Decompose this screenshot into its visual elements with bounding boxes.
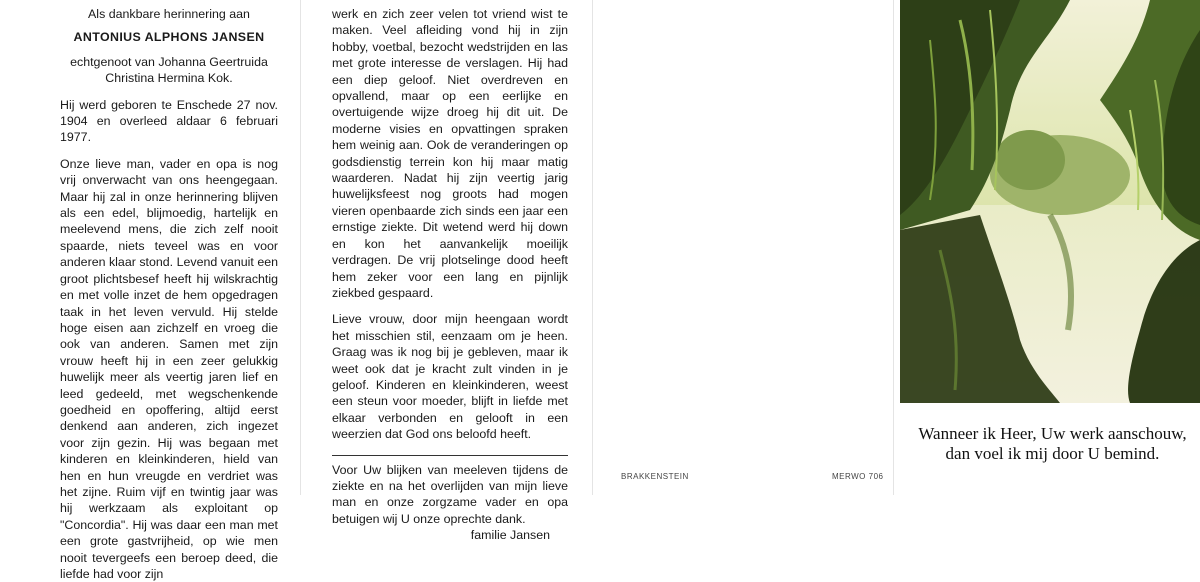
memorial-paragraph: Onze lieve man, vader en opa is nog vrij onverwacht van ons heengegaan. Maar hij zal in onze herinnering blijven als een edel, blijmoedig, hartelijk en meelevend mens, die zich zelf nooit spaarde, niets teveel was en voor anderen klaar stond. Levend vanuit een groot plichtsbesef heeft hij wilskrachtig en met volle inzet de hem opgedragen taak in het leven vervuld. Hij stelde hoge eisen aan zichzelf en vroeg die ook van anderen. Samen met zijn vrouw heeft hij in een zeer gelukkig huwelijk meer als veertig jaren lief en leed gedeeld, met wegschenkende goedheid en opoffering, altijd eerst denkend aan anderen, zich ingezet voor zijn gezin. Hij was begaan met kinderen en kleinkinderen, hield van hen en hun vreugde en verdriet was het zijne. Ruim vijf en twintig jaar was hij werkzaam als exploitant op "Concordia". Hij was daar een man met een grote gastvrijheid, op wie men nooit tevergeefs een beroep deed, die liefde had voor zijn [60,156,278,581]
birth-death-paragraph: Hij werd geboren te Enschede 27 nov. 1904 en overleed aldaar 6 februari 1977. [60,97,278,145]
verse-line-2: dan voel ik mij door U bemind. [945,444,1160,463]
farewell-paragraph: Lieve vrouw, door mijn heengaan wordt het misschien stil, eenzaam om je heen. Graag was ik nog bij je gebleven, maar ik weet ook dat je kracht zult vinden in je geloof. Kinderen en kleinkinderen, weest een steun voor moeder, blijft in liefde met elkaar verbonden en gelooft in een weerzien dat God ons beloofd heeft. [332,312,568,442]
card-code: MERWO 706 [832,472,884,481]
divider [332,455,568,456]
fold-line [300,0,301,495]
verse [905,424,1200,464]
publisher-imprint: BRAKKENSTEIN [621,472,689,481]
left-panel [60,0,278,581]
spouse-line: echtgenoot van Johanna Geertruida Christina Hermina Kok. [70,54,268,86]
fold-line [893,0,894,495]
thanks-paragraph: Voor Uw blijken van meeleven tijdens de ziekte en na het overlijden van mijn lieve man en onze zorgzame vader en opa betuigen wij U onze oprechte dank. [332,462,568,526]
fold-line [592,0,593,495]
intro-line: Als dankbare herinnering aan [88,7,250,21]
middle-panel [332,0,568,543]
family-signature: familie Jansen [470,528,550,543]
memorial-paragraph-continued: werk en zich zeer velen tot vriend wist te maken. Veel afleiding vond hij in zijn hobby, voetbal, bezocht wedstrijden en las met grote interesse de verslagen. Hij had een diep geloof. Niet overdreven en opvallend, maar op een eerlijke en overtuigende wijze droeg hij dit uit. De moderne visies en opvattingen spraken hem weinig aan. Ook de veranderingen op godsdienstig terrein kon hij maar matig waarderen. Nadat hij zijn veertig jarig huwelijksfeest nog groots had mogen vieren openbaarde zich sinds een jaar een ernstige ziekte. Dit wetend werd hij down en kon het aanvankelijk moeilijk verdragen. De vrij plotselinge dood heeft hem zeker voor een lang en pijnlijk ziekbed gespaard. [332,7,568,300]
willow-pond-photo [900,0,1200,403]
verse-line-1: Wanneer ik Heer, Uw werk aanschouw, [918,424,1187,443]
deceased-name: ANTONIUS ALPHONS JANSEN [73,30,265,45]
